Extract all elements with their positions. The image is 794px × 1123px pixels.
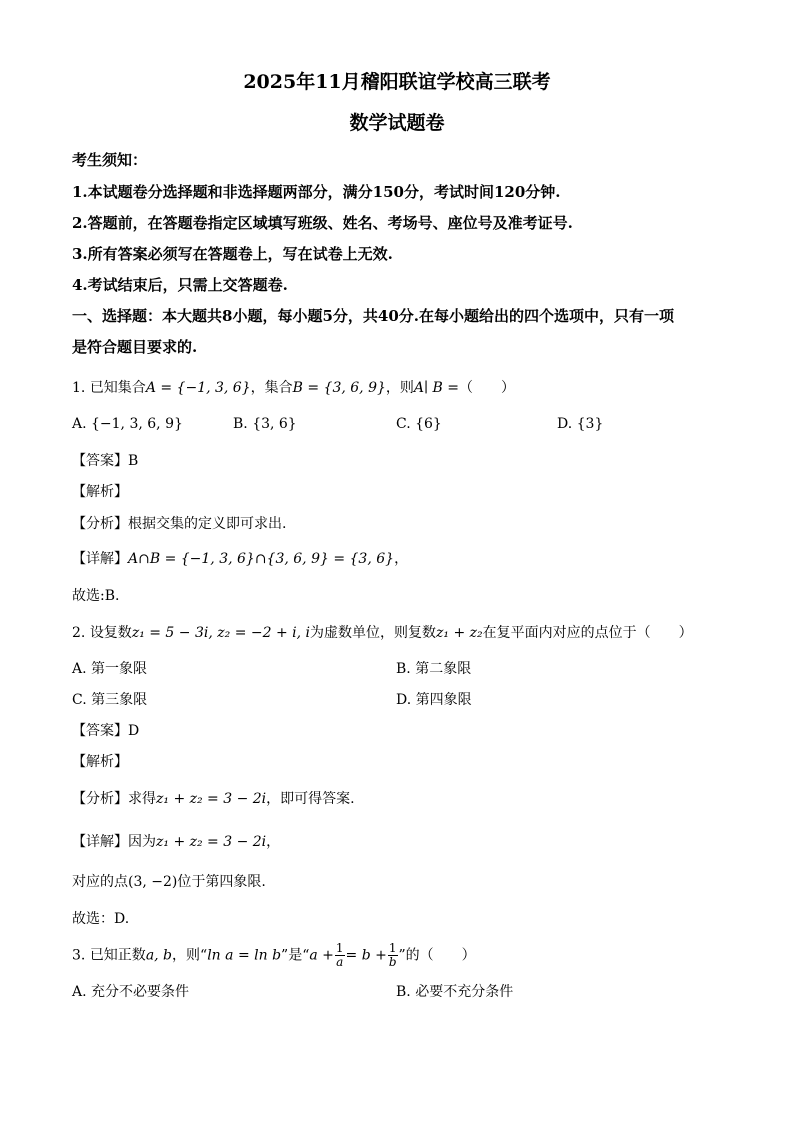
q3-text-d: ”的（ ）: [398, 947, 476, 964]
q1-option-a: A. {−1, 3, 6, 9}: [72, 416, 183, 432]
q3-vars: a, b: [145, 947, 173, 964]
q1-xiangjie-end: ，: [394, 551, 409, 567]
q1-text-c: ，则: [385, 380, 414, 396]
q2-option-a: A. 第一象限: [72, 661, 148, 677]
q1-text-b: ，集合: [250, 380, 293, 396]
q1-option-b: B. {3, 6}: [233, 416, 297, 432]
q2-answer: 【答案】D: [72, 723, 140, 739]
notice-item-1: 1.本试题卷分选择题和非选择题两部分，满分150分，考试时间120分钟.: [72, 183, 561, 201]
exam-title: 2025年11月稽阳联谊学校高三联考: [243, 71, 551, 93]
q2-xiangjie-math: z₁ + z₂ = 3 − 2i: [156, 834, 267, 850]
q1-text-a: 已知集合: [89, 380, 146, 396]
q1-number: 1.: [72, 380, 86, 396]
q1-answer: 【答案】B: [72, 453, 139, 469]
q3-frac-b-num: 1: [388, 941, 397, 955]
q1-analysis: 【解析】: [72, 484, 128, 500]
q2-point: [72, 872, 266, 892]
q3-text-a: 已知正数: [89, 947, 146, 964]
q1-stem: [72, 378, 515, 398]
q2-stem: [72, 623, 693, 643]
q2-xiangjie: [72, 832, 280, 852]
q3-frac-b-den: b: [388, 955, 397, 969]
q2-z-sum: z₁ + z₂: [436, 625, 483, 641]
q2-text-b: 为虚数单位，则复数: [310, 625, 436, 641]
q1-set-b: B = {3, 6, 9}: [292, 380, 386, 396]
q2-text-a: 设复数: [89, 625, 132, 641]
q3-cond2-a: a +: [309, 947, 334, 964]
q3-option-b: B. 必要不充分条件: [396, 984, 514, 1000]
q2-xiangjie-end: ，: [266, 834, 281, 850]
q2-fenxi: [72, 789, 355, 809]
q1-xiangjie-math: A∩B = {−1, 3, 6}∩{3, 6, 9} = {3, 6}: [128, 551, 395, 567]
q3-text-c: ”是“: [281, 947, 310, 964]
q3-cond2-b: = b +: [345, 947, 387, 964]
q2-option-d: D. 第四象限: [396, 692, 472, 708]
q3-frac-b: [388, 942, 398, 969]
exam-subtitle: 数学试题卷: [349, 112, 445, 134]
q2-text-c: 在复平面内对应的点位于（ ）: [482, 625, 693, 641]
section1-line2: 是符合题目要求的.: [72, 338, 198, 356]
notice-item-3: 3.所有答案必须写在答题卷上，写在试卷上无效.: [72, 245, 393, 263]
q2-point-end: 位于第四象限.: [177, 874, 266, 890]
q1-xiangjie: [72, 549, 408, 569]
q3-cond1: ln a = ln b: [207, 947, 282, 964]
notice-item-4: 4.考试结束后，只需上交答题卷.: [72, 276, 288, 294]
notice-item-2: 2.答题前，在答题卷指定区域填写班级、姓名、考场号、座位号及准考证号.: [72, 214, 573, 232]
q2-option-c: C. 第三象限: [72, 692, 148, 708]
q2-choice: 故选：D.: [72, 911, 130, 927]
q2-point-label: 对应的点: [72, 874, 128, 890]
q1-option-d: D. {3}: [557, 416, 604, 432]
q2-analysis: 【解析】: [72, 754, 128, 770]
q1-text-d: （ ）: [459, 380, 515, 396]
q2-fenxi-end: ，即可得答案.: [266, 791, 355, 807]
q1-expr: A∣ B =: [413, 380, 459, 396]
q1-choice: 故选:B.: [72, 588, 120, 604]
q2-z: z₁ = 5 − 3i, z₂ = −2 + i, i: [131, 625, 310, 641]
q3-frac-a: [335, 942, 345, 969]
q2-fenxi-math: z₁ + z₂ = 3 − 2i: [156, 791, 267, 807]
q2-option-b: B. 第二象限: [396, 661, 472, 677]
q1-option-c: C. {6}: [396, 416, 442, 432]
section1-line1: 一、选择题：本大题共8小题，每小题5分，共40分.在每小题给出的四个选项中，只有一项: [72, 307, 674, 325]
q2-xiangjie-label: 【详解】因为: [72, 834, 156, 850]
q3-number: 3.: [72, 947, 86, 964]
q1-xiangjie-label: 【详解】: [72, 551, 128, 567]
q3-frac-a-num: 1: [335, 941, 344, 955]
notice-heading: 考生须知：: [72, 151, 148, 169]
q1-fenxi: 【分析】根据交集的定义即可求出.: [72, 516, 287, 532]
q2-fenxi-label: 【分析】求得: [72, 791, 156, 807]
q3-text-b: ，则“: [172, 947, 208, 964]
q1-set-a: A = {−1, 3, 6}: [145, 380, 251, 396]
q3-frac-a-den: a: [336, 955, 344, 969]
q3-option-a: A. 充分不必要条件: [72, 984, 190, 1000]
q3-stem: [72, 942, 476, 969]
q2-number: 2.: [72, 625, 86, 641]
q2-point-math: (3, −2): [128, 874, 178, 890]
